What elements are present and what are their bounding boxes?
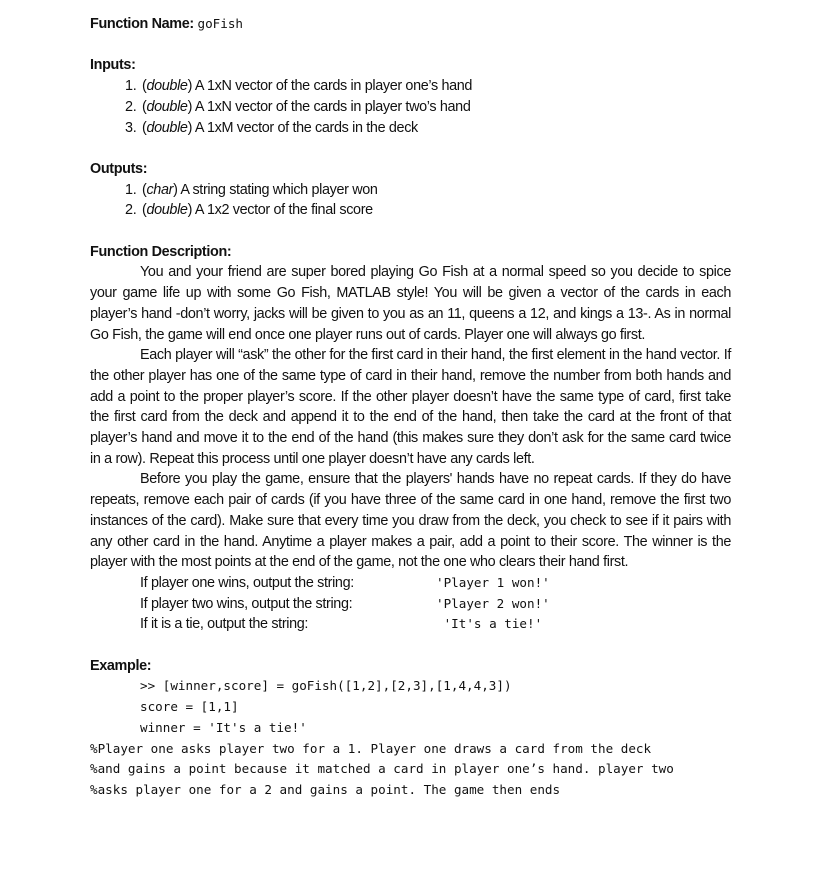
output-rule: If it is a tie, output the string: 'It's a tie!' <box>140 616 543 633</box>
output-rule: If player one wins, output the string: 'Player 1 won!' <box>140 574 550 591</box>
function-name: goFish <box>197 16 243 31</box>
input-item: 1. (double) A 1xN vector of the cards in player one’s hand <box>140 76 731 97</box>
outputs-list <box>90 180 731 221</box>
assignment-document <box>90 14 731 801</box>
example-code: >> [winner,score] = goFish([1,2],[2,3],[1,4,4,3]) score = [1,1] winner = 'It's a tie!' <box>140 678 512 735</box>
example-heading: Example: <box>90 657 152 674</box>
description-heading: Function Description: <box>90 243 232 260</box>
inputs-heading: Inputs: <box>90 57 136 74</box>
inputs-list <box>90 76 731 138</box>
output-item: 1. (char) A string stating which player won <box>140 180 731 201</box>
description-paragraph: Each player will “ask” the other for the first card in their hand, the first element in the hand vector. If the other player has one of the same type of card in their hand, remove the number from both hands and add a point to the proper player’s score. If the other player doesn’t have the same type of card, first take the first card from the deck and append it to the end of the hand, then take the card at the front of that player’s hand and move it to the end of the hand (this makes sure they don’t ask for the same card twice in a row). Repeat this process until one player doesn’t have any cards left. <box>90 347 731 467</box>
function-name-line: Function Name: goFish <box>90 16 243 32</box>
description-paragraph: Before you play the game, ensure that the players' hands have no repeat cards. If they do have repeats, remove each pair of cards (if you have three of the same card in one hand, remove the first two instances of the card). Make sure that every time you draw from the deck, you check to see if it pairs with any other card in the hand. Anytime a player makes a pair, add a point to their score. The winner is the player with the most points at the end of the game, not the one who clears their hand first. <box>90 471 731 571</box>
description-paragraph: You and your friend are super bored playing Go Fish at a normal speed so you decide to spice your game life up with some Go Fish, MATLAB style! You will be given a vector of the cards in each player’s hand -don’t worry, jacks will be given to you as an 11, queens a 12, and kings a 13-. As in normal Go Fish, the game will end once one player runs out of cards. Player one will always go first. <box>90 264 731 343</box>
input-item: 3. (double) A 1xM vector of the cards in the deck <box>140 118 731 139</box>
example-comments: %Player one asks player two for a 1. Player one draws a card from the deck %and gains a point because it matched a card in player one’s hand. player two %asks player one for a 2 and gains a point. The game then ends <box>90 740 674 797</box>
outputs-heading: Outputs: <box>90 160 148 177</box>
input-item: 2. (double) A 1xN vector of the cards in player two’s hand <box>140 97 731 118</box>
output-item: 2. (double) A 1x2 vector of the final score <box>140 200 731 221</box>
output-rule: If player two wins, output the string: 'Player 2 won!' <box>140 595 550 612</box>
